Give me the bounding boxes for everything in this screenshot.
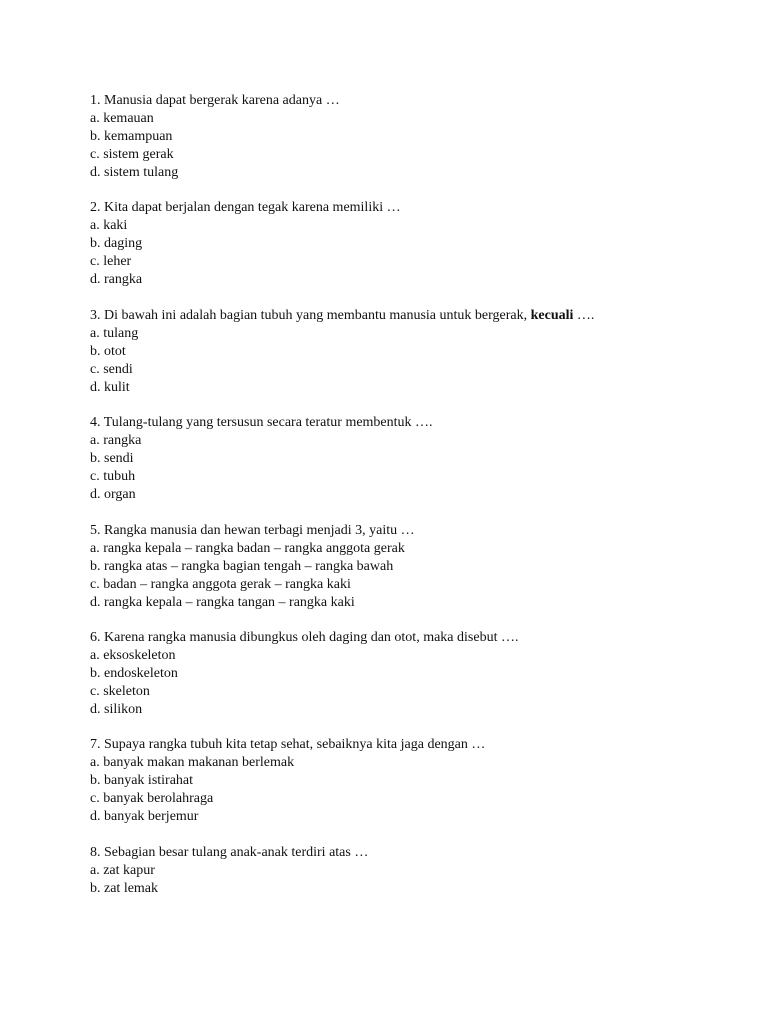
question-stem-ellipsis: …. bbox=[573, 307, 595, 323]
question-stem: 8. Sebagian besar tulang anak-anak terdiri atas … bbox=[90, 844, 369, 860]
question-5 bbox=[90, 522, 730, 612]
answer-option: c. skeleton bbox=[90, 683, 150, 699]
answer-option: a. kaki bbox=[90, 218, 128, 234]
question-6 bbox=[90, 629, 730, 719]
answer-option: d. kulit bbox=[90, 379, 130, 395]
answer-option: b. rangka atas – rangka bagian tengah – rangka bawah bbox=[90, 558, 394, 574]
answer-option: d. rangka kepala – rangka tangan – rangka kaki bbox=[90, 594, 355, 610]
answer-option: d. sistem tulang bbox=[90, 165, 179, 180]
question-stem: 2. Kita dapat berjalan dengan tegak karena memiliki … bbox=[90, 200, 401, 216]
question-stem: 1. Manusia dapat bergerak karena adanya … bbox=[90, 93, 340, 108]
question-stem: 4. Tulang-tulang yang tersusun secara teratur membentuk …. bbox=[90, 415, 433, 431]
question-2 bbox=[90, 199, 730, 289]
question-3 bbox=[90, 307, 730, 397]
answer-option: a. banyak makan makanan berlemak bbox=[90, 755, 295, 771]
answer-option: a. tulang bbox=[90, 325, 139, 341]
answer-option: a. zat kapur bbox=[90, 862, 155, 878]
question-stem: 5. Rangka manusia dan hewan terbagi menjadi 3, yaitu … bbox=[90, 522, 415, 538]
answer-option: b. banyak istirahat bbox=[90, 773, 194, 789]
answer-option: c. leher bbox=[90, 254, 132, 270]
answer-option: b. kemampuan bbox=[90, 129, 173, 144]
question-stem bbox=[90, 307, 730, 325]
answer-option: b. sendi bbox=[90, 451, 134, 467]
question-1 bbox=[90, 92, 730, 182]
answer-option: d. banyak berjemur bbox=[90, 809, 199, 825]
question-7 bbox=[90, 736, 730, 826]
answer-option: c. sistem gerak bbox=[90, 147, 174, 162]
answer-option: c. tubuh bbox=[90, 469, 136, 485]
answer-option: d. silikon bbox=[90, 701, 143, 717]
question-stem: 7. Supaya rangka tubuh kita tetap sehat, sebaiknya kita jaga dengan … bbox=[90, 737, 486, 753]
question-stem: 6. Karena rangka manusia dibungkus oleh daging dan otot, maka disebut …. bbox=[90, 629, 519, 645]
quiz-document bbox=[90, 92, 730, 915]
answer-option: a. kemauan bbox=[90, 111, 154, 126]
answer-option: c. banyak berolahraga bbox=[90, 791, 214, 807]
answer-option: a. rangka bbox=[90, 433, 142, 449]
answer-option: b. endoskeleton bbox=[90, 665, 178, 681]
question-stem-keyword: kecuali bbox=[530, 307, 574, 323]
question-4 bbox=[90, 414, 730, 504]
answer-option: c. badan – rangka anggota gerak – rangka kaki bbox=[90, 576, 351, 592]
answer-option: d. organ bbox=[90, 487, 136, 503]
answer-option: b. zat lemak bbox=[90, 880, 159, 896]
answer-option: a. eksoskeleton bbox=[90, 647, 176, 663]
question-stem-text: 3. Di bawah ini adalah bagian tubuh yang membantu manusia untuk bergerak, bbox=[90, 307, 531, 323]
question-8 bbox=[90, 844, 730, 898]
answer-option: c. sendi bbox=[90, 361, 133, 377]
answer-option: d. rangka bbox=[90, 272, 143, 288]
answer-option: b. daging bbox=[90, 236, 143, 252]
answer-option: a. rangka kepala – rangka badan – rangka anggota gerak bbox=[90, 540, 405, 556]
answer-option: b. otot bbox=[90, 343, 126, 359]
